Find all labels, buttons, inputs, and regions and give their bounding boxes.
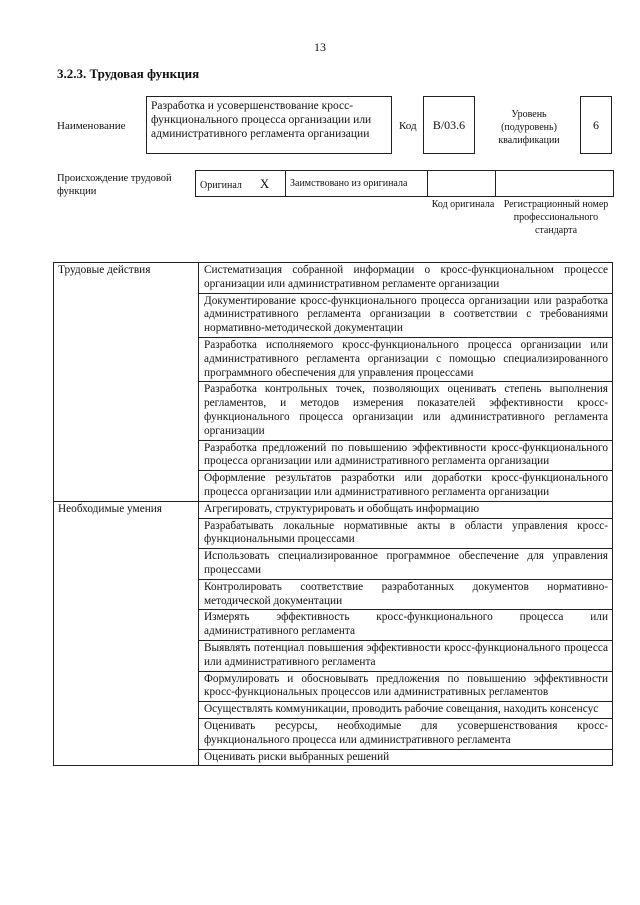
category-cell: Трудовые действия bbox=[54, 263, 199, 502]
item-cell: Оценивать ресурсы, необходимые для усовершенствования кросс-функционального процесса или административного регламента bbox=[199, 718, 613, 749]
item-cell: Систематизация собранной информации о кросс-функциональном процессе организации или административном регламенте организации bbox=[199, 263, 613, 294]
item-cell: Выявлять потенциал повышения эффективности кросс-функционального процесса или административного регламента bbox=[199, 640, 613, 671]
item-cell: Разрабатывать локальные нормативные акты в области управления кросс-функциональными процессами bbox=[199, 518, 613, 549]
item-cell: Разработка предложений по повышению эффективности кросс-функционального процесса организации или административного регламента организации bbox=[199, 440, 613, 471]
item-cell: Измерять эффективность кросс-функционального процесса или административного регламента bbox=[199, 610, 613, 641]
function-details-table bbox=[53, 262, 613, 766]
origin-code-cell bbox=[428, 171, 496, 197]
original-label: Оригинал bbox=[200, 179, 242, 191]
item-cell: Разработка исполняемого кросс-функционального процесса организации или административного регламента организации с помощью специализированного программного обеспечения для управления процессами bbox=[199, 337, 613, 381]
item-cell: Агрегировать, структурировать и обобщать информацию bbox=[199, 501, 613, 518]
item-cell: Использовать специализированное программное обеспечение для управления процессами bbox=[199, 549, 613, 580]
qualification-level-label: Уровень (подуровень) квалификации bbox=[498, 109, 560, 146]
registration-number-cell bbox=[496, 171, 614, 197]
original-mark: X bbox=[259, 175, 270, 191]
item-cell: Контролировать соответствие разработанных документов нормативно-методической документации bbox=[199, 579, 613, 610]
name-label: Наименование bbox=[57, 120, 126, 132]
code-label: Код bbox=[399, 120, 417, 132]
item-cell: Формулировать и обосновывать предложения по повышению эффективности кросс-функциональных процессов или административных регламентов bbox=[199, 671, 613, 702]
borrowed-cell: Заимствовано из оригинала bbox=[286, 171, 428, 197]
table-row bbox=[54, 501, 613, 518]
category-cell: Необходимые умения bbox=[54, 501, 199, 766]
origin-label: Происхождение трудовой функции bbox=[57, 173, 172, 197]
item-cell: Разработка контрольных точек, позволяющих оценивать степень выполнения регламентов, и методов измерения показателей эффективности кросс-функционального процесса организации или административного регламента организации bbox=[199, 382, 613, 440]
origin-table bbox=[195, 170, 614, 197]
function-name: Разработка и усовершенствование кросс-функционального процесса организации или административного регламента организации bbox=[146, 96, 392, 154]
table-row bbox=[54, 263, 613, 294]
section-title: 3.2.3. Трудовая функция bbox=[57, 66, 200, 81]
item-cell: Оформление результатов разработки или доработки кросс-функционального процесса организации или административного регламента организации bbox=[199, 471, 613, 502]
page-number: 13 bbox=[314, 40, 326, 54]
original-cell bbox=[196, 171, 286, 197]
registration-number-caption: Регистрационный номер профессионального стандарта bbox=[503, 199, 609, 236]
item-cell: Документирование кросс-функционального процесса организации или разработка административного регламента организации в соответствии с требованиями нормативно-методической документации bbox=[199, 293, 613, 337]
item-cell: Осуществлять коммуникации, проводить рабочие совещания, находить консенсус bbox=[199, 702, 613, 719]
function-code: B/03.6 bbox=[423, 96, 475, 154]
item-cell: Оценивать риски выбранных решений bbox=[199, 749, 613, 766]
code-original-caption: Код оригинала bbox=[431, 199, 495, 210]
qualification-level: 6 bbox=[580, 96, 612, 154]
